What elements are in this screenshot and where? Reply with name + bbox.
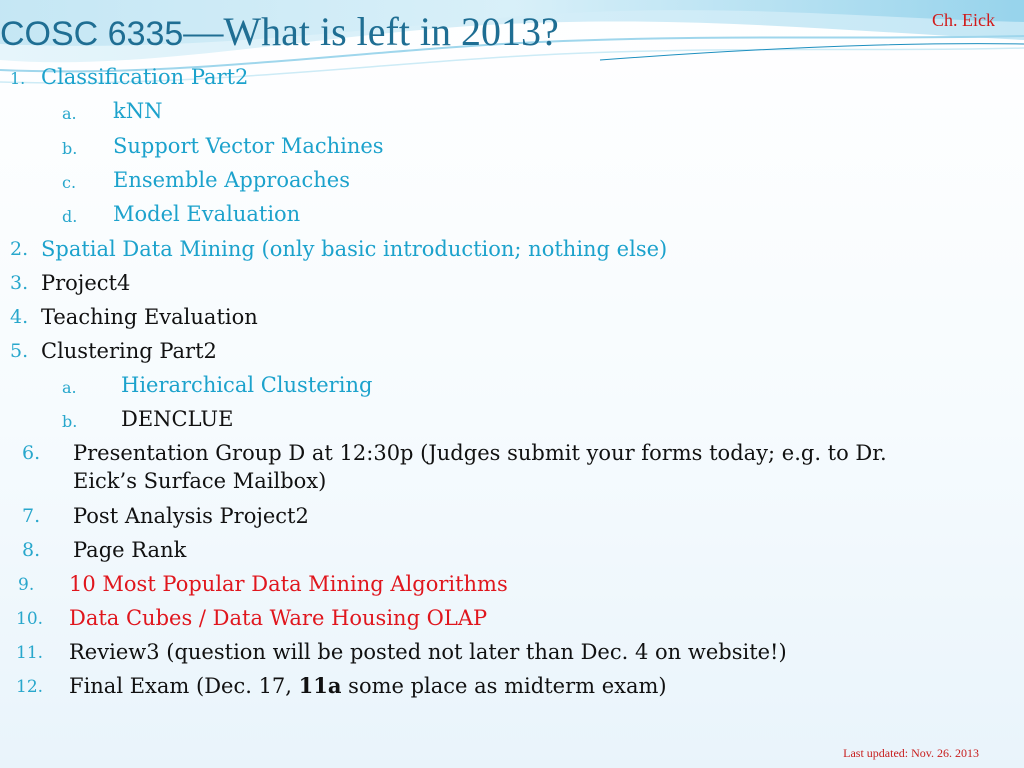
list-item: Spatial Data Mining (only basic introduction; nothing else) [41,237,668,261]
list-item: Project4 [41,271,131,295]
title-text: —What is left in 2013? [183,9,559,54]
sub-item-number: b. [62,412,78,431]
list-item-continuation: Eick’s Surface Mailbox) [73,469,327,493]
sub-item-number: a. [62,104,77,123]
sub-list-item: Hierarchical Clustering [121,373,373,397]
sub-item-number: d. [62,207,78,226]
list-item: 10 Most Popular Data Mining Algorithms [69,572,508,596]
item-number: 2. [10,238,29,260]
slide-title [0,8,559,58]
list-item: Post Analysis Project2 [73,504,309,528]
item-number: 6. [22,442,41,464]
list-item: Teaching Evaluation [41,305,258,329]
item-number: 11. [16,643,44,663]
list-item [69,672,667,700]
item-number: 7. [22,505,41,527]
sub-list-item: Support Vector Machines [113,134,384,158]
list-item: Data Cubes / Data Ware Housing OLAP [69,606,488,630]
item-number: 12. [16,677,44,697]
list-item: Clustering Part2 [41,339,217,363]
list-item: Classification Part2 [41,65,249,89]
last-updated-note: Last updated: Nov. 26. 2013 [843,746,979,760]
list-item: Presentation Group D at 12:30p (Judges submit your forms today; e.g. to Dr. [73,441,887,465]
list-item: Review3 (question will be posted not later than Dec. 4 on website!) [69,640,787,664]
exam-text-before: Final Exam (Dec. 17, [69,674,299,698]
sub-item-number: a. [62,378,77,397]
item-number: 1. [10,69,26,88]
sub-list-item: DENCLUE [121,407,234,431]
sub-list-item: Model Evaluation [113,202,301,226]
sub-list-item: kNN [113,99,163,123]
item-number: 10. [16,609,44,629]
item-number: 4. [10,306,29,328]
sub-list-item: Ensemble Approaches [113,168,350,192]
item-number: 9. [18,575,35,595]
item-number: 8. [22,539,41,561]
sub-item-number: b. [62,139,78,158]
exam-text-after: some place as midterm exam) [341,674,667,698]
course-code: COSC 6335 [0,15,184,53]
list-item: Page Rank [73,538,187,562]
author-label: Ch. Eick [932,10,995,30]
item-number: 5. [10,340,29,362]
item-number: 3. [10,272,29,294]
exam-time: 11a [298,673,342,698]
sub-item-number: c. [62,173,77,192]
